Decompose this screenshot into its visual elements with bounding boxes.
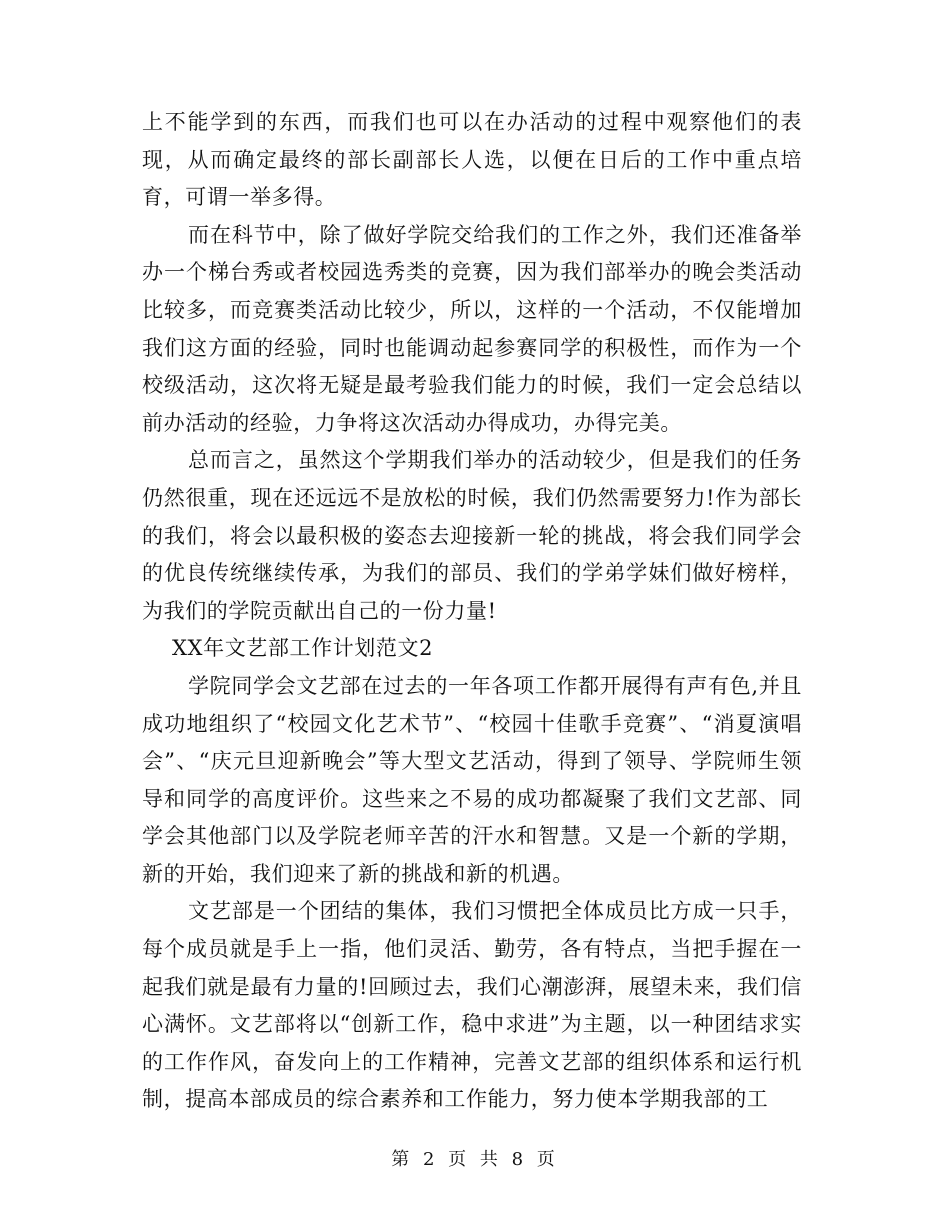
- paragraph-review: 学院同学会文艺部在过去的一年各项工作都开展得有声有色,并且成功地组织了“校园文化艺术节”、“校园十佳歌手竞赛”、“消夏演唱会”、“庆元旦迎新晚会”等大型文艺活动，得到了领导、学院师生领导和同学的高度评价。这些来之不易的成功都凝聚了我们文艺部、同学会其他部门以及学院老师辛苦的汗水和智慧。又是一个新的学期，新的开始，我们迎来了新的挑战和新的机遇。: [142, 673, 802, 886]
- paragraph-continuation: 上不能学到的东西，而我们也可以在办活动的过程中观察他们的表现，从而确定最终的部长副部长人选，以便在日后的工作中重点培育，可谓一举多得。: [142, 110, 802, 210]
- paragraph-team: 文艺部是一个团结的集体，我们习惯把全体成员比方成一只手，每个成员就是手上一指，他们灵活、勤劳，各有特点，当把手握在一起我们就是最有力量的!回顾过去，我们心潮澎湃，展望未来，我们信心满怀。文艺部将以“创新工作，稳中求进”为主题，以一种团结求实的工作作风，奋发向上的工作精神，完善文艺部的组织体系和运行机制，提高本部成员的综合素养和工作能力，努力使本学期我部的工: [142, 899, 802, 1112]
- page-number-footer: 第 2 页 共 8 页: [391, 1149, 559, 1170]
- paragraph-summary: 总而言之，虽然这个学期我们举办的活动较少，但是我们的任务仍然很重，现在还远远不是放松的时候，我们仍然需要努力!作为部长的我们，将会以最积极的姿态去迎接新一轮的挑战，将会我们同学会的优良传统继续传承，为我们的部员、我们的学弟学妹们做好榜样，为我们的学院贡献出自己的一份力量!: [142, 448, 802, 623]
- paragraph-science-festival: 而在科节中，除了做好学院交给我们的工作之外，我们还准备举办一个梯台秀或者校园选秀类的竞赛，因为我们部举办的晚会类活动比较多，而竞赛类活动比较少，所以，这样的一个活动，不仅能增加我们这方面的经验，同时也能调动起参赛同学的积极性，而作为一个校级活动，这次将无疑是最考验我们能力的时候，我们一定会总结以前办活动的经验，力争将这次活动办得成功，办得完美。: [142, 222, 802, 435]
- document-body: [142, 104, 802, 1119]
- section-heading: XX年文艺部工作计划范文2: [172, 636, 434, 661]
